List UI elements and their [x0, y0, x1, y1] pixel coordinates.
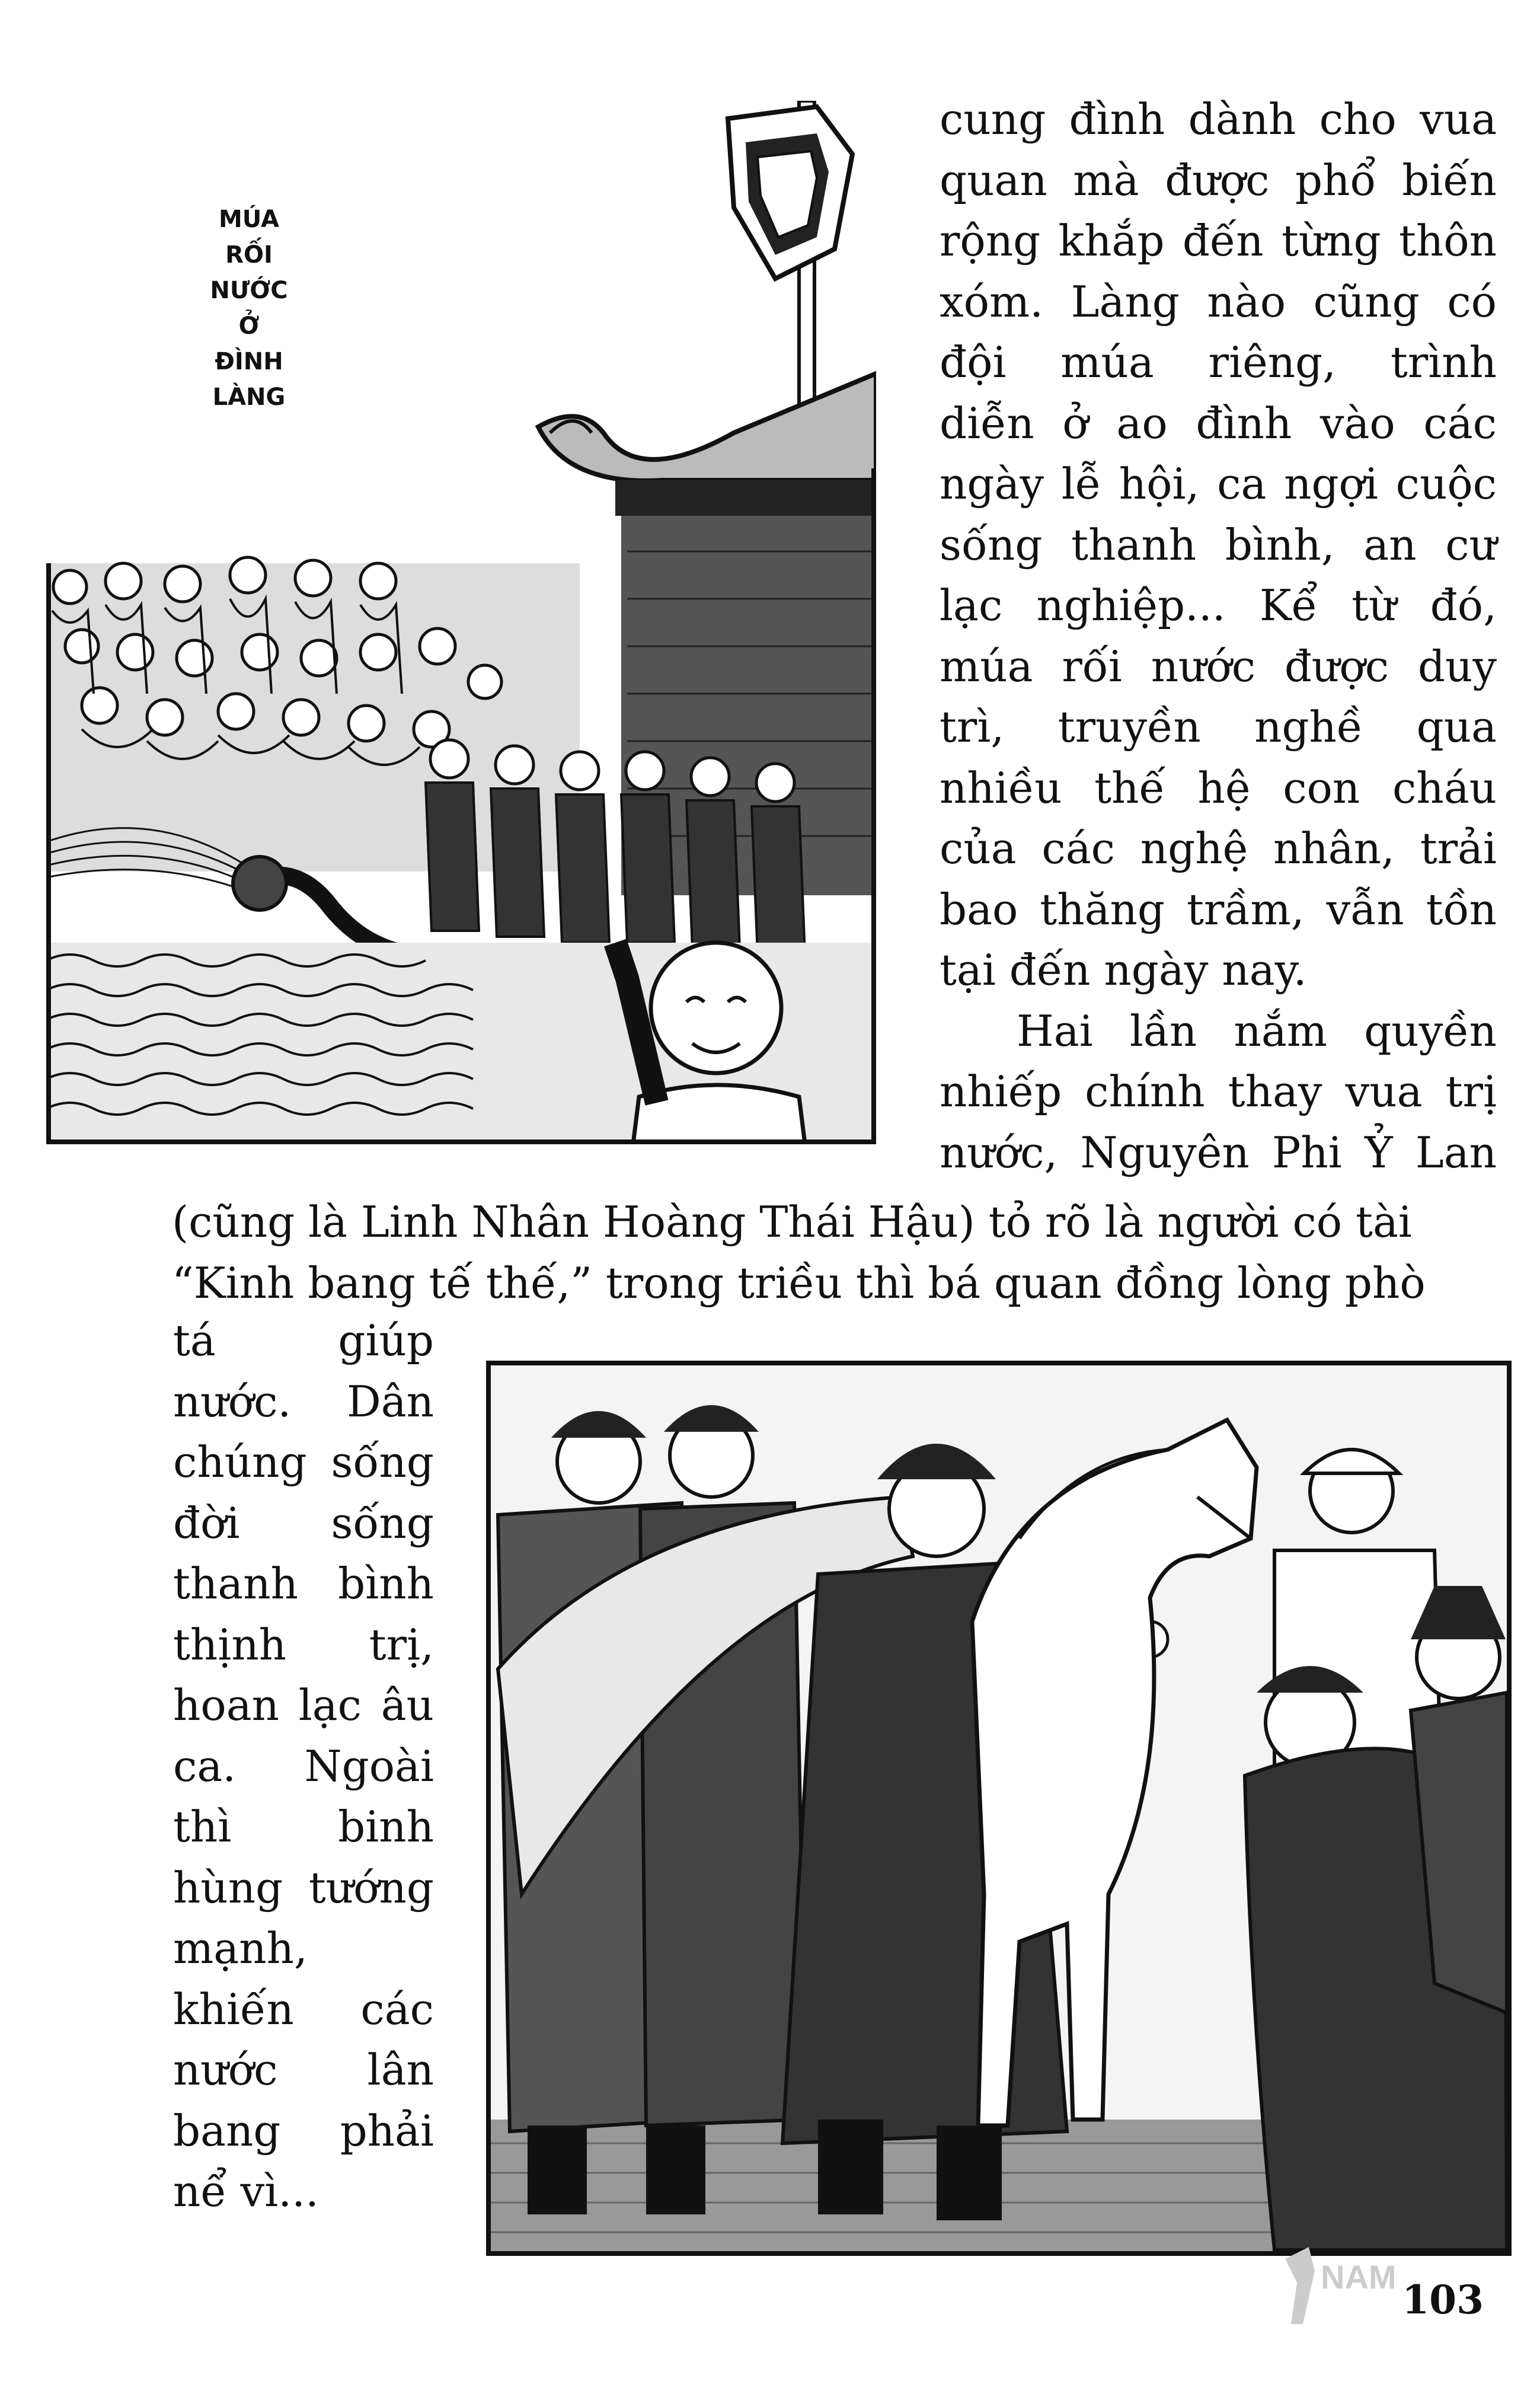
- text-line: chúng sống: [173, 1437, 434, 1487]
- right-column-text: [940, 89, 1497, 1183]
- paragraph-start-line: Hai lần nắm quyền: [1017, 1006, 1497, 1056]
- text-line: nhiếp chính thay vua trị: [940, 1067, 1497, 1116]
- text-line: đời sống: [173, 1498, 434, 1548]
- text-line: nước, Nguyên Phi Ỷ Lan: [940, 1127, 1497, 1177]
- text-line: diễn ở ao đình vào các: [940, 398, 1497, 448]
- text-line: cung đình dành cho vua: [940, 94, 1497, 144]
- text-line: ca. Ngoài: [173, 1741, 434, 1791]
- text-line: quan mà được phổ biến: [940, 155, 1497, 205]
- text-line: của các nghệ nhân, trải: [940, 824, 1497, 873]
- text-line: tá giúp: [173, 1316, 434, 1365]
- text-line: đội múa riêng, trình: [940, 337, 1497, 387]
- text-line: lạc nghiệp... Kể từ đó,: [940, 580, 1497, 630]
- text-line: “Kinh bang tế thế,” trong triều thì bá quan đồng lòng phò: [172, 1257, 1426, 1308]
- svg-text:NAM: NAM: [1321, 2258, 1397, 2296]
- court-scene-illustration: [486, 1361, 1512, 2256]
- text-line: thanh bình: [173, 1559, 434, 1608]
- text-line: hoan lạc âu: [173, 1680, 434, 1730]
- illustration-caption: MÚA RỐI NƯỚC Ở ĐÌNH LÀNG: [210, 206, 288, 411]
- text-line: múa rối nước được duy: [940, 641, 1497, 691]
- text-line: mạnh,: [173, 1923, 308, 1973]
- text-line: xóm. Làng nào cũng có: [940, 276, 1497, 327]
- text-line: khiến các: [173, 1984, 434, 2034]
- text-line: sống thanh bình, an cư: [940, 519, 1497, 570]
- left-column-text: [173, 1310, 434, 2222]
- text-line: tại đến ngày nay.: [940, 945, 1307, 995]
- text-line: nhiều thế hệ con cháu: [940, 762, 1497, 813]
- text-line: thịnh trị,: [173, 1619, 434, 1670]
- page-number: 103: [1402, 2277, 1484, 2323]
- text-line: (cũng là Linh Nhân Hoàng Thái Hậu) tỏ rõ là người có tài: [172, 1197, 1412, 1247]
- text-line: hùng tướng: [173, 1862, 434, 1913]
- text-line: nước lân: [173, 2045, 434, 2095]
- text-line: nể vì...: [173, 2166, 319, 2216]
- text-line: ngày lễ hội, ca ngợi cuộc: [940, 459, 1497, 509]
- text-line: thì binh: [173, 1802, 434, 1852]
- text-line: rộng khắp đến từng thôn: [940, 216, 1497, 266]
- text-line: nước. Dân: [173, 1376, 434, 1426]
- water-puppetry-illustration: [46, 101, 876, 1144]
- text-line: bao thăng trầm, vẫn tồn: [940, 884, 1497, 934]
- text-line: trì, truyền nghề qua: [940, 702, 1497, 752]
- text-line: bang phải: [173, 2105, 434, 2156]
- full-width-text: [172, 1192, 1506, 1313]
